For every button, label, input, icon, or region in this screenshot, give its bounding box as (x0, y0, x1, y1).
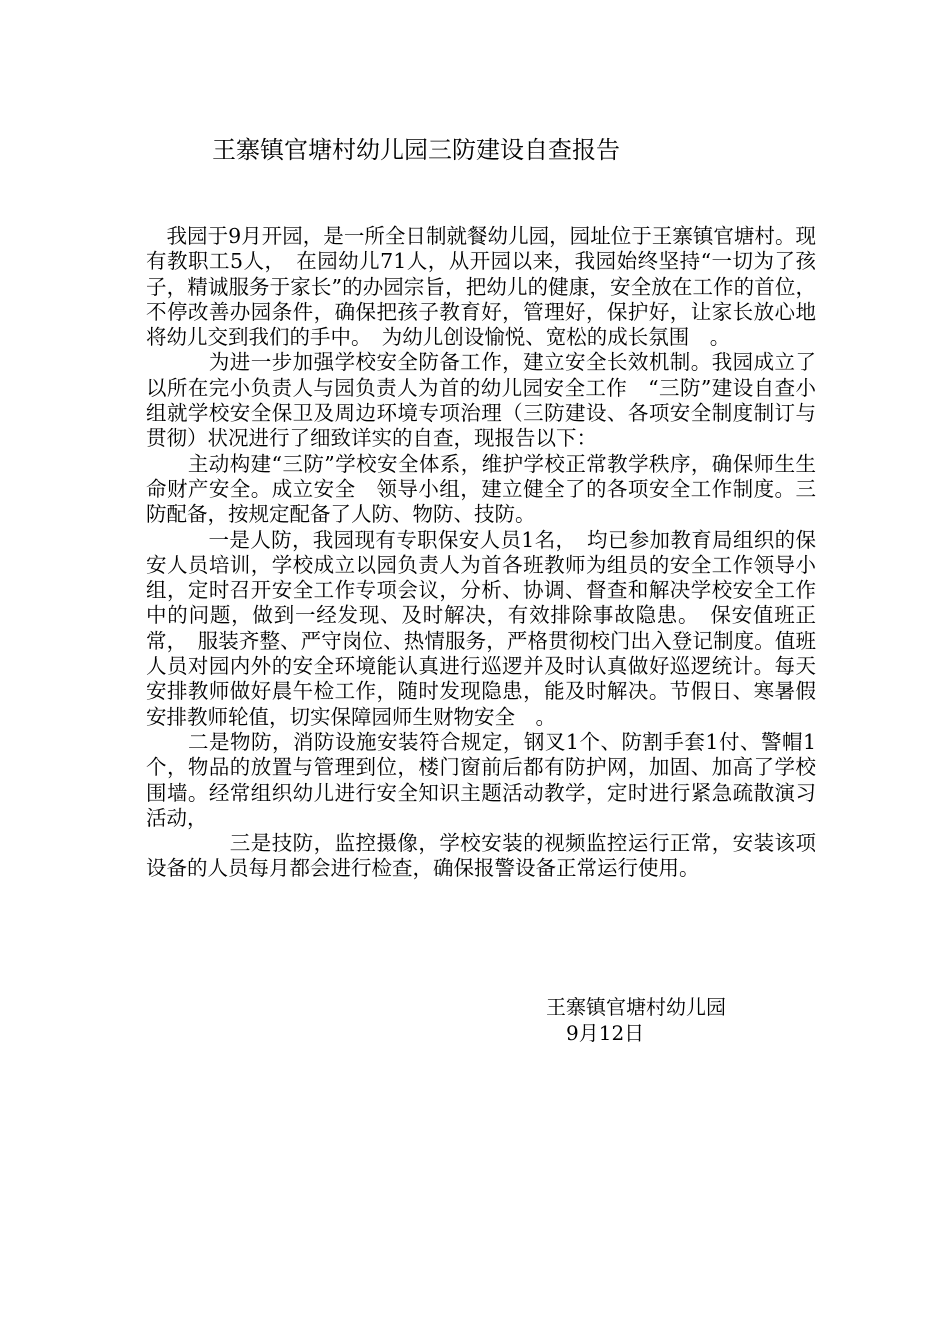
signature-block (546, 995, 726, 1046)
paragraph-technical-defense: 三是技防，监控摄像，学校安装的视频监控运行正常，安装该项设备的人员每月都会进行检查，确保报警设备正常运行使用。 (146, 831, 816, 881)
document-body (146, 224, 816, 882)
document-title: 王寨镇官塘村幼儿园三防建设自查报告 (212, 136, 620, 164)
paragraph-personnel-defense: 一是人防，我园现有专职保安人员1名， 均已参加教育局组织的保安人员培训，学校成立以园负责人为首各班教师为组员的安全工作领导小组，定时召开安全工作专项会议，分析、协调、督查和解决学校安全工作中的问题，做到一经发现、及时解决，有效排除事故隐患。 保安值班正常， 服装齐整、严守岗位、热情服务，严格贯彻校门出入登记制度。值班人员对园内外的安全环境能认真进行巡逻并及时认真做好巡逻统计。每天安排教师做好晨午检工作，随时发现隐患，能及时解决。节假日、寒暑假安排教师轮值，切实保障园师生财物安全 。 (146, 527, 816, 729)
paragraph-physical-defense: 二是物防，消防设施安装符合规定，钢叉1个、防割手套1付、警帽1个，物品的放置与管理到位，楼门窗前后都有防护网，加固、加高了学校围墙。经常组织幼儿进行安全知识主题活动教学，定时进行紧急疏散演习活动， (146, 729, 816, 830)
paragraph-self-inspection: 为进一步加强学校安全防备工作，建立安全长效机制。我园成立了以所在完小负责人与园负责人为首的幼儿园安全工作 “三防”建设自查小组就学校安全保卫及周边环境专项治理（三防建设、各项安全制度制订与贯彻）状况进行了细致详实的自查，现报告以下： (146, 350, 816, 451)
paragraph-intro: 我园于9月开园，是一所全日制就餐幼儿园，园址位于王寨镇官塘村。现有教职工5人， 在园幼儿71人，从开园以来，我园始终坚持“一切为了孩子，精诚服务于家长”的办园宗旨，把幼儿的健康，安全放在工作的首位，不停改善办园条件，确保把孩子教育好，管理好，保护好，让家长放心地将幼儿交到我们的手中。 为幼儿创设愉悦、宽松的成长氛围 。 (146, 224, 816, 350)
signature-organization: 王寨镇官塘村幼儿园 (546, 995, 726, 1019)
paragraph-safety-system: 主动构建“三防”学校安全体系，维护学校正常教学秩序，确保师生生命财产安全。成立安全 领导小组，建立健全了的各项安全工作制度。三防配备，按规定配备了人防、物防、技防。 (146, 451, 816, 527)
signature-date: 9月12日 (566, 1020, 645, 1045)
